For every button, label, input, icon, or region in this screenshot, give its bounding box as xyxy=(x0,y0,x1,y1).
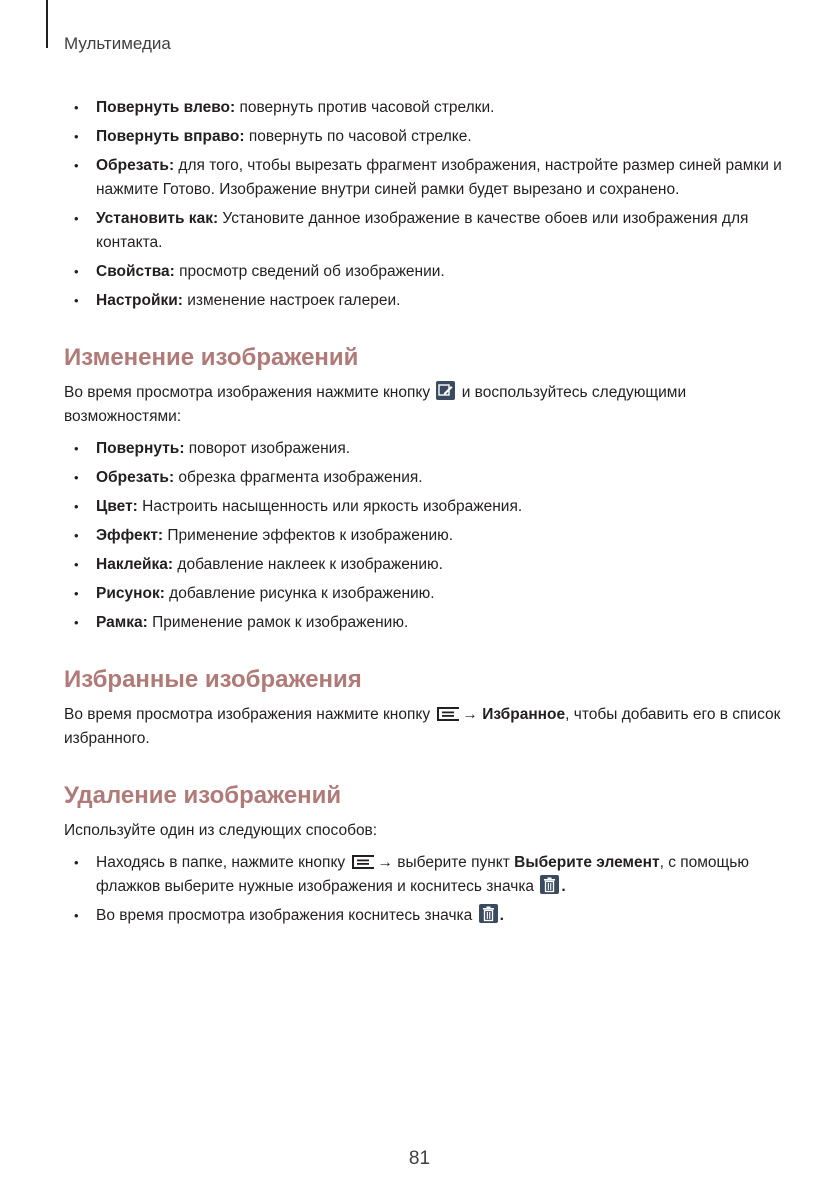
delete-item1-end: . xyxy=(561,878,566,895)
list-item-text: Применение эффектов к изображению. xyxy=(163,527,454,544)
favorites-text xyxy=(64,703,784,751)
delete-item1-rest: , с помощью флажков выберите нужные изображения и коснитесь значка xyxy=(96,854,750,895)
list-item-text: добавление рисунка к изображению. xyxy=(164,585,435,602)
delete-options-list xyxy=(64,851,784,928)
list-item-term: Свойства: xyxy=(96,263,175,280)
header-rule xyxy=(46,0,48,48)
favorites-text-end: , чтобы добавить его в список избранного. xyxy=(64,706,781,747)
list-item-text: добавление наклеек к изображению. xyxy=(173,556,443,573)
favorites-term: Избранное xyxy=(482,706,566,723)
arrow: → xyxy=(462,706,478,723)
delete-item1-start: Находясь в папке, нажмите кнопку xyxy=(96,854,350,871)
list-item xyxy=(64,96,784,120)
list-item-text: Установите данное изображение в качестве обоев или изображения для контакта. xyxy=(96,210,749,251)
menu-icon xyxy=(352,853,374,867)
arrow: → xyxy=(377,854,393,871)
list-item-text: для того, чтобы вырезать фрагмент изображения, настройте размер синей рамки и нажмите Готово. Изображение внутри синей рамки будет вырезано и сохранено. xyxy=(96,157,782,198)
list-item-term: Повернуть влево: xyxy=(96,99,236,116)
list-item-text: повернуть против часовой стрелки. xyxy=(235,99,495,116)
edit-icon xyxy=(436,381,455,400)
page-number: 81 xyxy=(408,1148,431,1169)
delete-intro: Используйте один из следующих способов: xyxy=(64,822,378,839)
list-item xyxy=(64,207,784,255)
edit-intro-end: и воспользуйтесь следующими возможностями: xyxy=(64,384,687,425)
delete-item2-end: . xyxy=(499,907,504,924)
delete-item1-term: Выберите элемент xyxy=(514,854,660,871)
list-item xyxy=(64,125,784,149)
menu-icon xyxy=(437,705,459,719)
page-content xyxy=(64,96,784,933)
favorites-section-title: Избранные изображения xyxy=(64,666,362,693)
list-item-term: Эффект: xyxy=(96,527,164,544)
edit-section-title: Изменение изображений xyxy=(64,344,359,371)
list-item-text: просмотр сведений об изображении. xyxy=(174,263,445,280)
trash-icon xyxy=(479,904,498,923)
list-item-term: Настройки: xyxy=(96,292,183,309)
edit-intro xyxy=(64,381,784,429)
list-item xyxy=(64,437,784,461)
list-item-text: обрезка фрагмента изображения. xyxy=(174,469,423,486)
list-item-term: Рисунок: xyxy=(96,585,165,602)
list-item xyxy=(64,611,784,635)
favorites-text-start: Во время просмотра изображения нажмите кнопку xyxy=(64,706,435,723)
list-item-text: Настроить насыщенность или яркость изображения. xyxy=(137,498,523,515)
delete-section-title: Удаление изображений xyxy=(64,782,342,809)
list-item xyxy=(64,553,784,577)
list-item-text: поворот изображения. xyxy=(184,440,351,457)
list-item-text: изменение настроек галереи. xyxy=(182,292,401,309)
list-item-text: повернуть по часовой стрелке. xyxy=(244,128,472,145)
list-item xyxy=(64,289,784,313)
list-item-term: Наклейка: xyxy=(96,556,174,573)
edit-options-list xyxy=(64,437,784,635)
list-item-text: Применение рамок к изображению. xyxy=(147,614,409,631)
list-item xyxy=(64,524,784,548)
list-item xyxy=(64,851,784,899)
list-item-term: Обрезать: xyxy=(96,157,175,174)
image-menu-list xyxy=(64,96,784,313)
delete-item1-mid: выберите пункт xyxy=(392,854,515,871)
list-item xyxy=(64,260,784,284)
list-item xyxy=(64,495,784,519)
list-item xyxy=(64,154,784,202)
list-item xyxy=(64,582,784,606)
trash-icon xyxy=(540,875,559,894)
delete-item2-start: Во время просмотра изображения коснитесь значка xyxy=(96,907,477,924)
list-item-term: Повернуть вправо: xyxy=(96,128,245,145)
list-item-term: Обрезать: xyxy=(96,469,175,486)
list-item-term: Цвет: xyxy=(96,498,138,515)
list-item xyxy=(64,904,784,928)
list-item-term: Рамка: xyxy=(96,614,148,631)
list-item-term: Повернуть: xyxy=(96,440,185,457)
section-label: Мультимедиа xyxy=(64,34,171,53)
list-item-term: Установить как: xyxy=(96,210,219,227)
list-item xyxy=(64,466,784,490)
edit-intro-start: Во время просмотра изображения нажмите кнопку xyxy=(64,384,435,401)
